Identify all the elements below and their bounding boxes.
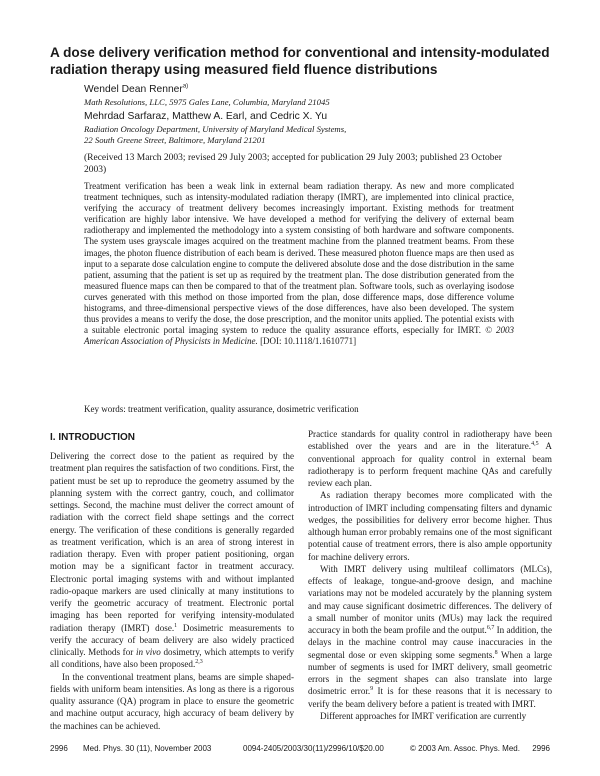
footer-article-code: 0094-2405/2003/30(11)/2996/10/$20.00 bbox=[243, 744, 384, 753]
intro-paragraph-4: As radiation therapy becomes more complicated with the introduction of IMRT including compensating filters and dynamic wedges, the possibilities for delivery error become higher. Thus although human error probably remains one of the most significant potential cause of treatment errors, there is also ample opportunity for machine delivery errors. bbox=[308, 490, 552, 562]
text-run: With IMRT delivery using multileaf collimators (MLCs), effects of leakage, tongue-and-groove design, and machine variations may not be modeled accurately by the planning system and may cause significant dosimetric differences. The delivery of a small number of monitor units (MUs) may lack the required accuracy in both the beam profile and the output. bbox=[308, 563, 552, 635]
author-footnote-marker: a) bbox=[182, 83, 189, 90]
footer-page-number-right: 2996 bbox=[532, 744, 550, 753]
text-run: A conventional approach for quality control in external beam radiotherapy is to perform frequent machine QAs and carefully review each plan. bbox=[308, 441, 552, 488]
reference-marker[interactable]: 2,3 bbox=[195, 659, 203, 666]
footer-page-number-left: 2996 bbox=[50, 744, 68, 753]
affiliation-2-line-2: 22 South Greene Street, Baltimore, Maryland 21201 bbox=[84, 135, 266, 145]
text-run: It is for these reasons that it is necessary to verify the beam delivery before a patient is treated with IMRT. bbox=[308, 686, 552, 709]
left-column bbox=[50, 450, 294, 732]
text-run: Delivering the correct dose to the patient as required by the treatment plan requires the satisfaction of two conditions. First, the patient must be set up to reproduce the geometry assumed by the planning system with the correct gantry, couch, and collimator settings. Second, the machine must deliver the correct amount of radiation with the correct field shape settings and the correct energy. The verification of these conditions is generally regarded as treatment verification, which is an area of strong interest in radiation therapy. Even with proper patient positioning, organ motion may be a significant factor in treatment accuracy. Electronic portal imaging systems with and without implanted radio-opaque markers are used clinically at many institutions to verify the geometric accuracy of treatment. Electronic portal imaging has been reported for verifying intensity-modulated radiation therapy (IMRT) dose. bbox=[50, 451, 294, 633]
italic-term: in vivo bbox=[135, 647, 161, 657]
footer-journal: Med. Phys. 30 (11), November 2003 bbox=[83, 744, 212, 753]
reference-marker[interactable]: 9 bbox=[370, 686, 374, 693]
text-run: When a large number of segments is used for IMRT delivery, small geometric errors in the segment shapes can also translate into large dosimetric error. bbox=[308, 649, 552, 697]
right-column bbox=[308, 428, 552, 722]
reference-marker[interactable]: 1 bbox=[174, 622, 178, 629]
received-dates: (Received 13 March 2003; revised 29 July 2003; accepted for publication 29 July 2003; published 23 October 2003) bbox=[84, 153, 502, 175]
keywords: Key words: treatment verification, quality assurance, dosimetric verification bbox=[84, 404, 359, 414]
author-line-1 bbox=[84, 84, 188, 95]
text-run: In addition, the delays in the machine control may cause inaccuracies in the segmental dose or even skipping some segments. bbox=[308, 625, 552, 660]
page-footer bbox=[50, 744, 550, 756]
author-name: Wendel Dean Renner bbox=[84, 84, 183, 95]
intro-paragraph-6: Different approaches for IMRT verification are currently bbox=[320, 710, 527, 721]
abstract-doi[interactable]: [DOI: 10.1118/1.1610771] bbox=[260, 336, 357, 347]
author-line-2: Mehrdad Sarfaraz, Matthew A. Earl, and Cedric X. Yu bbox=[84, 111, 328, 122]
reference-marker[interactable]: 6,7 bbox=[486, 624, 495, 631]
affiliation-1: Math Resolutions, LLC, 5975 Gales Lane, Columbia, Maryland 21045 bbox=[84, 97, 330, 107]
text-run: dosimetry, which attempts to verify all conditions, have also been proposed. bbox=[50, 647, 294, 670]
paper-title: A dose delivery verification method for conventional and intensity-modulated radiation therapy using measured field fluence distributions bbox=[50, 45, 550, 77]
affiliation-2-line-1: Radiation Oncology Department, University of Maryland Medical Systems, bbox=[84, 124, 347, 134]
intro-paragraph-2: In the conventional treatment plans, beams are simple shaped-fields with uniform beam intensities. As long as there is a rigorous quality assurance (QA) program in place to ensure the geometric and machine output accuracy, high accuracy of beam delivery by the machines can be achieved. bbox=[50, 671, 294, 731]
intro-paragraph-3 bbox=[308, 428, 552, 489]
reference-marker[interactable]: 8 bbox=[494, 649, 498, 656]
abstract-copyright: © 2003 American Association of Physicists in Medicine. bbox=[84, 325, 514, 347]
intro-paragraph-1 bbox=[50, 450, 294, 671]
footer-copyright: © 2003 Am. Assoc. Phys. Med. bbox=[410, 744, 520, 753]
intro-paragraph-5 bbox=[308, 563, 552, 710]
affiliation-2 bbox=[84, 124, 346, 146]
reference-marker[interactable]: 4,5 bbox=[531, 441, 539, 448]
text-run: Dosimetric measurements to verify the accuracy of beam delivery are also widely practiced clinically. Methods for bbox=[50, 622, 294, 657]
abstract-body: Treatment verification has been a weak link in external beam radiation therapy. As new and more complicated treatment techniques, such as intensity-modulated radiation therapy (IMRT), are implemented into clinical practice, verifying the accuracy of treatment delivery becomes increasingly important. Existing methods for treatment verification are highly labor intensive. We have developed a method for verifying the delivery of external beam radiotherapy and implemented the methodology into a system consisting of both hardware and software components. The system uses grayscale images acquired on the treatment machine from the planned treatment beams. From these images, the photon fluence distribution of each beam is derived. These measured photon fluence maps are then used as input to a separate dose calculation engine to compute the delivered absolute dose and the dose distribution in the same patient, assuming that the patient is set up as required by the treatment plan. The dose distribution generated from the measured fluence maps can then be compared to that of the treatment plan. Software tools, such as overlaying isodose curves generated with this method on those imported from the plan, dose difference maps, dose difference volume histograms, and three-dimensional perspective views of the dose differences, have also been developed. The system thus provides a means to verify the dose, the dose prescription, and the monitor units applied. The potential exists with a suitable electronic portal imaging system to reduce the quality assurance efforts, especially for IMRT. bbox=[84, 181, 514, 336]
section-heading-introduction: I. INTRODUCTION bbox=[50, 432, 135, 443]
text-run: Practice standards for quality control in radiotherapy have been established over the years and are in the literature. bbox=[308, 429, 552, 452]
abstract bbox=[84, 181, 514, 347]
